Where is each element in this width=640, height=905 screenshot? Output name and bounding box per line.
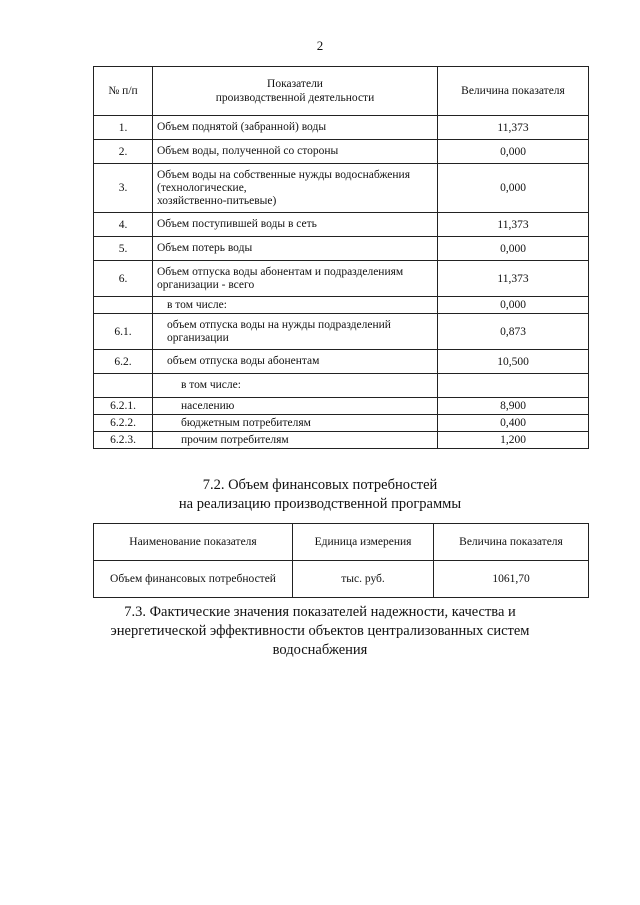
table-row <box>94 350 589 374</box>
section-7-2-line1: 7.2. Объем финансовых потребностей <box>202 477 438 493</box>
row-num <box>94 374 153 398</box>
row-value: 0,000 <box>438 297 589 314</box>
row-label-line: организации - всего <box>157 278 255 291</box>
header-indicator-line2: производственной деятельности <box>215 92 375 104</box>
header-value: Величина показателя <box>434 524 589 561</box>
row-label: объем отпуска воды абонентам <box>153 350 438 374</box>
row-num: 5. <box>94 237 153 261</box>
header-unit: Единица измерения <box>293 524 434 561</box>
row-label <box>153 164 438 213</box>
row-value: 0,400 <box>438 415 589 432</box>
header-indicator-line1: Показатели <box>267 78 323 90</box>
row-label-line: организации <box>167 331 229 344</box>
row-label: Объем воды, полученной со стороны <box>153 140 438 164</box>
row-value: 0,873 <box>438 314 589 350</box>
table-row <box>94 140 589 164</box>
header-indicator-name: Наименование показателя <box>94 524 293 561</box>
page-number: 2 <box>316 38 324 53</box>
row-value: 11,373 <box>438 213 589 237</box>
row-label: Объем потерь воды <box>153 237 438 261</box>
row-num: 6.2. <box>94 350 153 374</box>
row-label-line: хозяйственно-питьевые) <box>157 194 277 207</box>
section-7-3-heading <box>0 603 640 660</box>
table-row <box>94 415 589 432</box>
row-label-line: Объем воды на собственные нужды водоснабжения <box>157 168 410 181</box>
row-num: 3. <box>94 164 153 213</box>
row-label: бюджетным потребителям <box>153 415 438 432</box>
table-row <box>94 261 589 297</box>
financial-needs-table <box>93 523 589 598</box>
row-label-line: Объем отпуска воды абонентам и подразделениям <box>157 265 404 278</box>
row-label: Объем поступившей воды в сеть <box>153 213 438 237</box>
table-row <box>94 432 589 449</box>
table-row <box>94 237 589 261</box>
row-num: 4. <box>94 213 153 237</box>
row-label: населению <box>153 398 438 415</box>
header-indicator <box>153 67 438 116</box>
header-num: № п/п <box>94 67 153 116</box>
table-row <box>94 374 589 398</box>
row-indicator-name: Объем финансовых потребностей <box>94 561 293 598</box>
row-num: 6.2.1. <box>94 398 153 415</box>
section-7-3-line3: водоснабжения <box>272 642 368 658</box>
row-value: 10,500 <box>438 350 589 374</box>
table-row <box>94 213 589 237</box>
row-value: 1061,70 <box>434 561 589 598</box>
row-value: 8,900 <box>438 398 589 415</box>
row-value: 0,000 <box>438 237 589 261</box>
row-value: 11,373 <box>438 261 589 297</box>
row-label <box>153 261 438 297</box>
production-indicators-table <box>93 66 589 449</box>
row-num: 6. <box>94 261 153 297</box>
row-label: в том числе: <box>153 297 438 314</box>
row-num: 6.1. <box>94 314 153 350</box>
row-num <box>94 297 153 314</box>
table-row <box>94 164 589 213</box>
table-row <box>94 116 589 140</box>
table-header-row <box>94 67 589 116</box>
row-value <box>438 374 589 398</box>
row-num: 6.2.3. <box>94 432 153 449</box>
row-value: 0,000 <box>438 140 589 164</box>
row-label <box>153 314 438 350</box>
row-label: в том числе: <box>153 374 438 398</box>
table-header-row <box>94 524 589 561</box>
table-row <box>94 398 589 415</box>
row-num: 2. <box>94 140 153 164</box>
row-value: 1,200 <box>438 432 589 449</box>
section-7-3-line2: энергетической эффективности объектов централизованных систем <box>110 623 530 639</box>
row-label-line: объем отпуска воды на нужды подразделений <box>167 318 391 331</box>
row-label: прочим потребителям <box>153 432 438 449</box>
section-7-2-line2: на реализацию производственной программы <box>178 496 462 512</box>
row-label-line: (технологические, <box>157 181 247 194</box>
row-num: 1. <box>94 116 153 140</box>
row-unit: тыс. руб. <box>293 561 434 598</box>
section-7-2-heading <box>0 476 640 514</box>
row-value: 0,000 <box>438 164 589 213</box>
section-7-3-line1: 7.3. Фактические значения показателей надежности, качества и <box>124 604 516 620</box>
row-num: 6.2.2. <box>94 415 153 432</box>
table-row <box>94 314 589 350</box>
row-label: Объем поднятой (забранной) воды <box>153 116 438 140</box>
table-row <box>94 297 589 314</box>
row-value: 11,373 <box>438 116 589 140</box>
header-value: Величина показателя <box>438 67 589 116</box>
table-row <box>94 561 589 598</box>
